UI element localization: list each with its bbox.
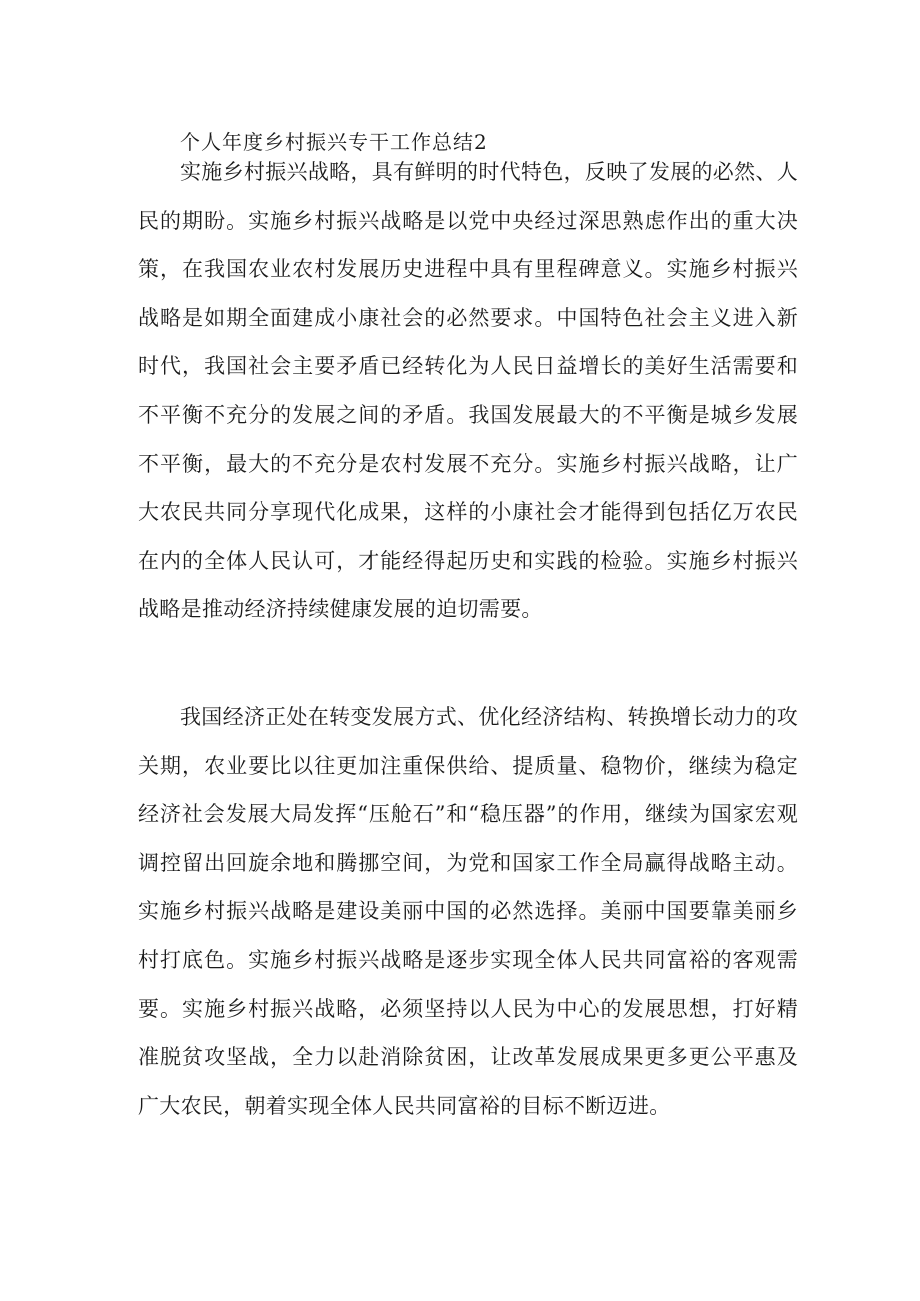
document-title: 个人年度乡村振兴专干工作总结2 [180,130,488,154]
paragraph-2: 我国经济正处在转变发展方式、优化经济结构、转换增长动力的攻关期，农业要比以往更加注重保供给、提质量、稳物价，继续为稳定经济社会发展大局发挥“压舱石”和“稳压器”的作用，继续为国家宏观调控留出回旋余地和腾挪空间，为党和国家工作全局赢得战略主动。实施乡村振兴战略是建设美丽中国的必然选择。美丽中国要靠美丽乡村打底色。实施乡村振兴战略是逐步实现全体人民共同富裕的客观需要。实施乡村振兴战略，必须坚持以人民为中心的发展思想，打好精准脱贫攻坚战，全力以赴消除贫困，让改革发展成果更多更公平惠及广大农民，朝着实现全体人民共同富裕的目标不断迈进。 [138,705,798,1118]
paragraph-1: 实施乡村振兴战略，具有鲜明的时代特色，反映了发展的必然、人民的期盼。实施乡村振兴战略是以党中央经过深思熟虑作出的重大决策，在我国农业农村发展历史进程中具有里程碑意义。实施乡村振兴战略是如期全面建成小康社会的必然要求。中国特色社会主义进入新时代，我国社会主要矛盾已经转化为人民日益增长的美好生活需要和不平衡不充分的发展之间的矛盾。我国发展最大的不平衡是城乡发展不平衡，最大的不充分是农村发展不充分。实施乡村振兴战略，让广大农民共同分享现代化成果，这样的小康社会才能得到包括亿万农民在内的全体人民认可，才能经得起历史和实践的检验。实施乡村振兴战略是推动经济持续健康发展的迫切需要。 [138,160,798,622]
